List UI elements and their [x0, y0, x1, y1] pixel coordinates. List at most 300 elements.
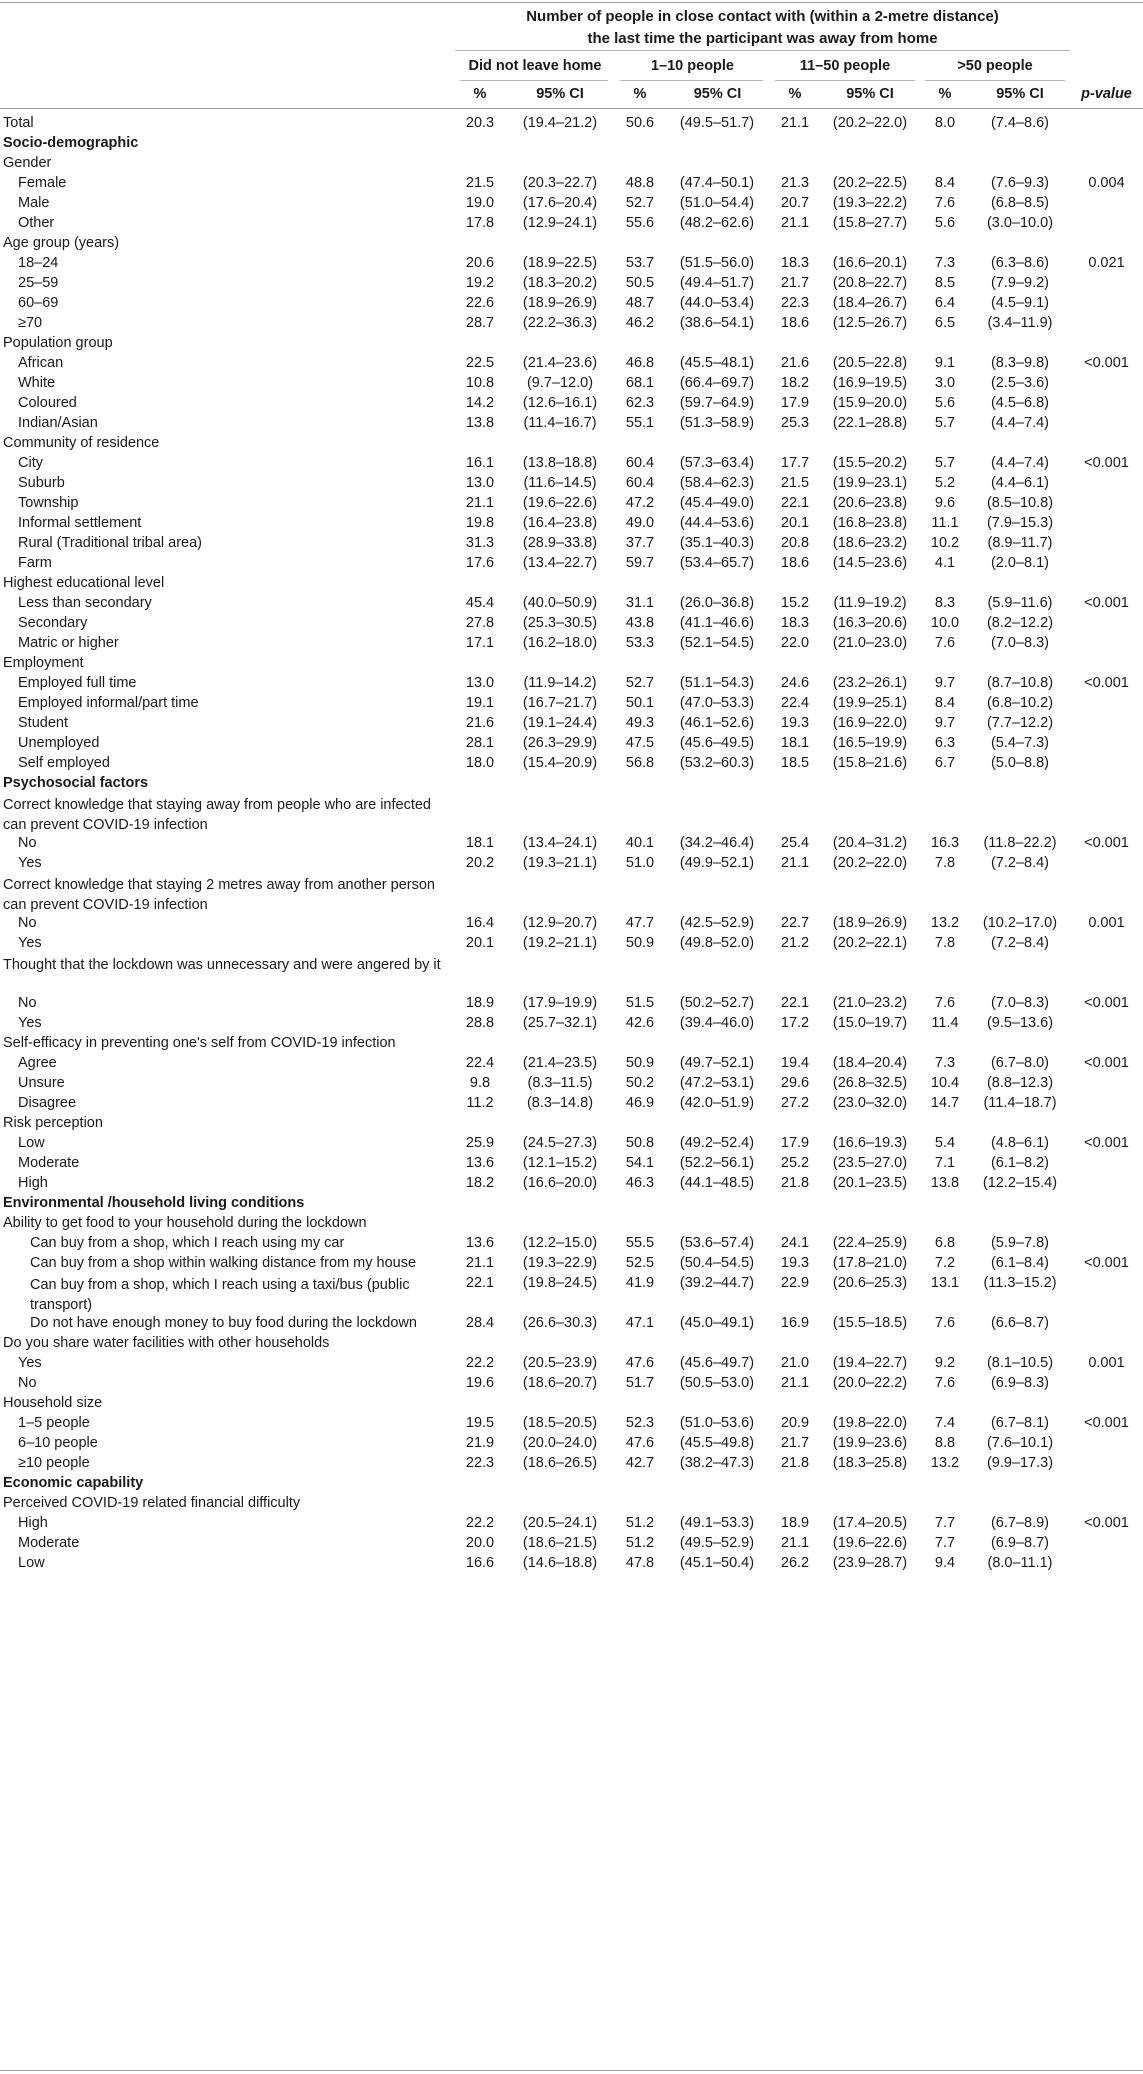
ci-cell: (18.6–21.5) [522, 1535, 598, 1551]
ci-cell: (26.3–29.9) [522, 735, 598, 751]
pct-cell: 27.2 [780, 1095, 810, 1111]
col-pvalue: p-value [1081, 86, 1132, 102]
ci-cell: (19.8–24.5) [522, 1275, 598, 1291]
pct-cell: 20.0 [465, 1535, 495, 1551]
variable-row [0, 1495, 1143, 1515]
header-span-rule [455, 50, 1070, 51]
table-row [0, 915, 1143, 935]
ci-cell: (14.6–18.8) [522, 1555, 598, 1571]
pct-cell: 51.2 [625, 1535, 655, 1551]
ci-cell: (45.0–49.1) [679, 1315, 755, 1331]
pct-cell: 50.1 [625, 695, 655, 711]
pct-cell: 6.7 [934, 755, 956, 771]
pct-cell: 19.1 [465, 695, 495, 711]
row-label: Other [18, 215, 55, 231]
pct-cell: 21.7 [780, 275, 810, 291]
variable-label: Thought that the lockdown was unnecessary and were angered by it [3, 957, 441, 973]
pct-cell: 20.6 [465, 255, 495, 271]
row-label: Male [18, 195, 50, 211]
pct-cell: 21.1 [780, 1535, 810, 1551]
group-rule-2 [620, 80, 763, 81]
pct-cell: 11.1 [931, 515, 959, 531]
pct-cell: 5.2 [934, 475, 956, 491]
variable-row [0, 435, 1143, 455]
pct-cell: 25.2 [780, 1155, 810, 1171]
table-row [0, 1275, 1143, 1315]
variable-label: Ability to get food to your household during the lockdown [3, 1215, 367, 1231]
row-label: Yes [18, 1355, 42, 1371]
table-row [0, 995, 1143, 1015]
pvalue-cell: <0.001 [1084, 1055, 1129, 1071]
pct-cell: 13.8 [465, 415, 495, 431]
pvalue-cell: <0.001 [1084, 1255, 1129, 1271]
table-row [0, 1415, 1143, 1435]
variable-row [0, 235, 1143, 255]
pct-cell: 8.4 [934, 175, 956, 191]
ci-cell: (17.8–21.0) [832, 1255, 908, 1271]
section-row [0, 135, 1143, 155]
pct-cell: 45.4 [465, 595, 495, 611]
pct-cell: 25.3 [780, 415, 810, 431]
pct-cell: 28.1 [465, 735, 495, 751]
pct-cell: 13.8 [930, 1175, 960, 1191]
col-ci-1: 95% CI [536, 86, 584, 102]
row-label: City [18, 455, 43, 471]
variable-row [0, 1035, 1143, 1055]
variable-row [0, 1335, 1143, 1355]
ci-cell: (52.2–56.1) [679, 1155, 755, 1171]
pct-cell: 3.0 [934, 375, 956, 391]
ci-cell: (58.4–62.3) [679, 475, 755, 491]
col-pct-2: % [633, 86, 647, 102]
pvalue-cell: 0.004 [1088, 175, 1125, 191]
pct-cell: 18.9 [780, 1515, 810, 1531]
pct-cell: 47.8 [625, 1555, 655, 1571]
table-row [0, 295, 1143, 315]
table-row [0, 835, 1143, 855]
pct-cell: 6.8 [934, 1235, 956, 1251]
ci-cell: (6.9–8.3) [990, 1375, 1050, 1391]
ci-cell: (59.7–64.9) [679, 395, 755, 411]
row-label: White [18, 375, 56, 391]
ci-cell: (23.0–32.0) [832, 1095, 908, 1111]
ci-cell: (7.6–10.1) [986, 1435, 1054, 1451]
ci-cell: (8.2–12.2) [986, 615, 1054, 631]
ci-cell: (5.0–8.8) [990, 755, 1050, 771]
pct-cell: 19.3 [780, 715, 810, 731]
pct-cell: 51.0 [625, 855, 655, 871]
ci-cell: (12.9–20.7) [522, 915, 598, 931]
pct-cell: 28.7 [465, 315, 495, 331]
pct-cell: 21.7 [780, 1435, 810, 1451]
ci-cell: (7.6–9.3) [990, 175, 1050, 191]
table-row [0, 355, 1143, 375]
table-row [0, 535, 1143, 555]
pct-cell: 6.5 [934, 315, 956, 331]
pct-cell: 5.7 [934, 415, 956, 431]
ci-cell: (12.2–15.4) [982, 1175, 1058, 1191]
pct-cell: 7.7 [934, 1535, 956, 1551]
pct-cell: 4.1 [934, 555, 956, 571]
ci-cell: (16.8–23.8) [832, 515, 908, 531]
ci-cell: (4.4–7.4) [990, 455, 1050, 471]
ci-cell: (18.9–26.9) [832, 915, 908, 931]
row-label: 6–10 people [18, 1435, 98, 1451]
pvalue-cell: <0.001 [1084, 675, 1129, 691]
pvalue-cell: 0.021 [1088, 255, 1125, 271]
ci-cell: (50.4–54.5) [679, 1255, 755, 1271]
pct-cell: 47.7 [625, 915, 655, 931]
pvalue-cell: <0.001 [1084, 995, 1129, 1011]
ci-cell: (16.3–20.6) [832, 615, 908, 631]
pct-cell: 20.1 [780, 515, 810, 531]
row-label: Township [18, 495, 79, 511]
table-row [0, 1455, 1143, 1475]
ci-cell: (20.5–22.8) [832, 355, 908, 371]
ci-cell: (11.6–14.5) [523, 475, 597, 491]
ci-cell: (25.3–30.5) [522, 615, 598, 631]
pct-cell: 18.9 [465, 995, 495, 1011]
ci-cell: (19.8–22.0) [832, 1415, 908, 1431]
pct-cell: 29.6 [780, 1075, 810, 1091]
pct-cell: 22.7 [780, 915, 810, 931]
pct-cell: 20.7 [780, 195, 810, 211]
pct-cell: 22.4 [465, 1055, 495, 1071]
table-row [0, 695, 1143, 715]
pct-cell: 8.5 [934, 275, 956, 291]
row-label: Can buy from a shop within walking distance from my house [30, 1255, 417, 1271]
variable-label: Household size [3, 1395, 103, 1411]
table-row [0, 455, 1143, 475]
ci-cell: (20.0–22.2) [832, 1375, 908, 1391]
ci-cell: (4.8–6.1) [990, 1135, 1050, 1151]
table-row [0, 1235, 1143, 1255]
pct-cell: 9.1 [934, 355, 956, 371]
pct-cell: 6.4 [934, 295, 956, 311]
ci-cell: (42.0–51.9) [679, 1095, 755, 1111]
ci-cell: (21.0–23.0) [832, 635, 908, 651]
ci-cell: (5.9–7.8) [990, 1235, 1050, 1251]
pct-cell: 17.1 [465, 635, 495, 651]
table-row [0, 595, 1143, 615]
ci-cell: (17.6–20.4) [522, 195, 598, 211]
row-label: Yes [18, 935, 42, 951]
pct-cell: 7.1 [934, 1155, 956, 1171]
pct-cell: 22.4 [780, 695, 810, 711]
ci-cell: (15.5–20.2) [832, 455, 908, 471]
pct-cell: 6.3 [934, 735, 956, 751]
ci-cell: (48.2–62.6) [679, 215, 755, 231]
variable-label: Age group (years) [3, 235, 120, 251]
ci-cell: (21.4–23.5) [522, 1055, 598, 1071]
pvalue-cell: <0.001 [1084, 1515, 1129, 1531]
pct-cell: 50.5 [625, 275, 655, 291]
pct-cell: 21.0 [780, 1355, 810, 1371]
variable-label: Correct knowledge that staying away from people who are infected can prevent COVID-19 infection [3, 797, 431, 833]
variable-row [0, 955, 1143, 995]
table-row [0, 1055, 1143, 1075]
row-label: Secondary [18, 615, 88, 631]
ci-cell: (8.9–11.7) [987, 535, 1053, 551]
table-top-rule [0, 2, 1143, 3]
pct-cell: 47.6 [625, 1435, 655, 1451]
ci-cell: (14.5–23.6) [832, 555, 908, 571]
section-label: Socio-demographic [3, 135, 139, 151]
pct-cell: 16.9 [780, 1315, 810, 1331]
pct-cell: 21.2 [780, 935, 810, 951]
variable-row [0, 1115, 1143, 1135]
pct-cell: 24.1 [780, 1235, 810, 1251]
pct-cell: 8.8 [934, 1435, 956, 1451]
pct-cell: 55.1 [625, 415, 655, 431]
table-row [0, 415, 1143, 435]
ci-cell: (49.8–52.0) [679, 935, 755, 951]
pct-cell: 21.9 [465, 1435, 495, 1451]
ci-cell: (6.7–8.1) [990, 1415, 1050, 1431]
pct-cell: 19.6 [465, 1375, 495, 1391]
table-row [0, 395, 1143, 415]
table-bottom-rule [0, 2070, 1143, 2071]
ci-cell: (46.1–52.6) [679, 715, 755, 731]
pct-cell: 22.2 [465, 1515, 495, 1531]
ci-cell: (15.8–27.7) [832, 215, 908, 231]
row-label: Matric or higher [18, 635, 119, 651]
pct-cell: 22.1 [780, 995, 810, 1011]
row-label: High [18, 1175, 48, 1191]
row-label: High [18, 1515, 48, 1531]
pct-cell: 16.3 [930, 835, 960, 851]
pct-cell: 7.8 [934, 935, 956, 951]
pct-cell: 11.4 [931, 1015, 959, 1031]
ci-cell: (5.4–7.3) [990, 735, 1050, 751]
pct-cell: 20.8 [780, 535, 810, 551]
pct-cell: 50.8 [625, 1135, 655, 1151]
ci-cell: (45.6–49.5) [679, 735, 755, 751]
row-label: No [18, 1375, 37, 1391]
pct-cell: 21.8 [780, 1455, 810, 1471]
pct-cell: 40.1 [625, 835, 655, 851]
ci-cell: (15.5–18.5) [832, 1315, 908, 1331]
pvalue-cell: <0.001 [1084, 1135, 1129, 1151]
col-group-over-50: >50 people [957, 58, 1033, 74]
table-row [0, 615, 1143, 635]
ci-cell: (19.6–22.6) [832, 1535, 908, 1551]
ci-cell: (5.9–11.6) [987, 595, 1053, 611]
ci-cell: (20.6–25.3) [832, 1275, 908, 1291]
table-row [0, 475, 1143, 495]
table-row [0, 1095, 1143, 1115]
pct-cell: 60.4 [625, 455, 655, 471]
variable-label: Employment [3, 655, 84, 671]
pct-cell: 56.8 [625, 755, 655, 771]
table-row [0, 675, 1143, 695]
ci-cell: (42.5–52.9) [679, 915, 755, 931]
pct-cell: 52.5 [625, 1255, 655, 1271]
variable-row [0, 1215, 1143, 1235]
row-label: No [18, 995, 37, 1011]
ci-cell: (19.3–21.1) [522, 855, 598, 871]
section-label: Environmental /household living conditions [3, 1195, 305, 1211]
pct-cell: 21.6 [780, 355, 810, 371]
ci-cell: (38.2–47.3) [679, 1455, 755, 1471]
ci-cell: (13.4–24.1) [522, 835, 598, 851]
pvalue-cell: <0.001 [1084, 455, 1129, 471]
table-row [0, 555, 1143, 575]
variable-row [0, 1395, 1143, 1415]
ci-cell: (19.9–25.1) [832, 695, 908, 711]
ci-cell: (16.6–20.0) [522, 1175, 598, 1191]
pct-cell: 22.2 [465, 1355, 495, 1371]
row-label: Low [18, 1555, 45, 1571]
ci-cell: (8.7–10.8) [986, 675, 1054, 691]
ci-cell: (18.5–20.5) [522, 1415, 598, 1431]
ci-cell: (39.4–46.0) [679, 1015, 755, 1031]
pct-cell: 22.5 [465, 355, 495, 371]
pct-cell: 46.8 [625, 355, 655, 371]
ci-cell: (12.2–15.0) [522, 1235, 598, 1251]
pct-cell: 42.7 [625, 1455, 655, 1471]
pct-cell: 21.1 [780, 1375, 810, 1391]
variable-row [0, 155, 1143, 175]
ci-cell: (3.0–10.0) [986, 215, 1054, 231]
ci-cell: (11.4–16.7) [523, 415, 597, 431]
ci-cell: (51.1–54.3) [679, 675, 755, 691]
row-label: No [18, 915, 37, 931]
pct-cell: 18.1 [780, 735, 810, 751]
pct-cell: 55.5 [625, 1235, 655, 1251]
ci-cell: (11.8–22.2) [983, 835, 1057, 851]
pvalue-cell: <0.001 [1084, 835, 1129, 851]
pct-cell: 60.4 [625, 475, 655, 491]
pct-cell: 41.9 [625, 1275, 655, 1291]
variable-label: Do you share water facilities with other households [3, 1335, 330, 1351]
pct-cell: 18.2 [780, 375, 810, 391]
table-row [0, 755, 1143, 775]
pct-cell: 43.8 [625, 615, 655, 631]
row-label: Unsure [18, 1075, 65, 1091]
pct-cell: 18.2 [465, 1175, 495, 1191]
pct-cell: 10.2 [930, 535, 960, 551]
ci-cell: (45.5–48.1) [679, 355, 755, 371]
pct-cell: 55.6 [625, 215, 655, 231]
pct-cell: 49.3 [625, 715, 655, 731]
pct-cell: 9.4 [934, 1555, 956, 1571]
row-label: Yes [18, 855, 42, 871]
pct-cell: 28.4 [465, 1315, 495, 1331]
header-span-title-line1: Number of people in close contact with (within a 2-metre distance) [526, 8, 999, 25]
ci-cell: (4.4–6.1) [990, 475, 1050, 491]
ci-cell: (53.6–57.4) [679, 1235, 755, 1251]
row-label: Moderate [18, 1535, 80, 1551]
pct-cell: 21.1 [780, 115, 810, 131]
table-row [0, 1515, 1143, 1535]
variable-label: Self-efficacy in preventing one's self from COVID-19 infection [3, 1035, 396, 1051]
group-rule-3 [775, 80, 915, 81]
pct-cell: 50.2 [625, 1075, 655, 1091]
table-row [0, 1075, 1143, 1095]
ci-cell: (20.2–22.5) [832, 175, 908, 191]
ci-cell: (8.3–14.8) [526, 1095, 594, 1111]
ci-cell: (47.0–53.3) [679, 695, 755, 711]
pct-cell: 9.7 [934, 715, 956, 731]
pct-cell: 14.7 [930, 1095, 960, 1111]
pct-cell: 17.9 [780, 395, 810, 411]
row-label: ≥70 [18, 315, 43, 331]
ci-cell: (7.9–15.3) [986, 515, 1054, 531]
ci-cell: (13.8–18.8) [522, 455, 598, 471]
pct-cell: 9.8 [469, 1075, 491, 1091]
ci-cell: (17.9–19.9) [522, 995, 598, 1011]
pvalue-cell: <0.001 [1084, 1415, 1129, 1431]
table-row [0, 1555, 1143, 1575]
variable-label: Perceived COVID-19 related financial difficulty [3, 1495, 301, 1511]
pct-cell: 42.6 [625, 1015, 655, 1031]
variable-label: Population group [3, 335, 113, 351]
ci-cell: (13.4–22.7) [522, 555, 598, 571]
pct-cell: 9.6 [934, 495, 956, 511]
variable-row [0, 795, 1143, 835]
pct-cell: 25.4 [780, 835, 810, 851]
pct-cell: 19.0 [465, 195, 495, 211]
pct-cell: 5.6 [934, 395, 956, 411]
pct-cell: 47.2 [625, 495, 655, 511]
row-label: 25–59 [18, 275, 59, 291]
pct-cell: 21.8 [780, 1175, 810, 1191]
ci-cell: (18.4–20.4) [832, 1055, 908, 1071]
ci-cell: (18.6–26.5) [522, 1455, 598, 1471]
pct-cell: 7.6 [934, 195, 956, 211]
row-label: Self employed [18, 755, 110, 771]
ci-cell: (7.9–9.2) [990, 275, 1050, 291]
ci-cell: (50.5–53.0) [679, 1375, 755, 1391]
ci-cell: (20.2–22.1) [832, 935, 908, 951]
ci-cell: (7.0–8.3) [990, 995, 1050, 1011]
section-row [0, 1195, 1143, 1215]
pct-cell: 5.6 [934, 215, 956, 231]
ci-cell: (18.4–26.7) [832, 295, 908, 311]
ci-cell: (11.9–14.2) [523, 675, 597, 691]
pct-cell: 9.2 [934, 1355, 956, 1371]
pct-cell: 49.0 [625, 515, 655, 531]
ci-cell: (34.2–46.4) [679, 835, 755, 851]
row-label: Disagree [18, 1095, 77, 1111]
ci-cell: (15.8–21.6) [832, 755, 908, 771]
table-row [0, 195, 1143, 215]
pct-cell: 17.8 [465, 215, 495, 231]
pct-cell: 22.3 [465, 1455, 495, 1471]
pct-cell: 13.2 [930, 915, 960, 931]
pct-cell: 62.3 [625, 395, 655, 411]
ci-cell: (12.1–15.2) [522, 1155, 598, 1171]
ci-cell: (66.4–69.7) [679, 375, 755, 391]
pct-cell: 37.7 [625, 535, 655, 551]
ci-cell: (26.8–32.5) [832, 1075, 908, 1091]
table-row [0, 515, 1143, 535]
section-label: Economic capability [3, 1475, 144, 1491]
ci-cell: (4.4–7.4) [990, 415, 1050, 431]
col-group-1-10: 1–10 people [650, 58, 734, 74]
pct-cell: 16.1 [465, 455, 495, 471]
pct-cell: 7.4 [934, 1415, 956, 1431]
table-row [0, 935, 1143, 955]
ci-cell: (18.6–20.7) [522, 1375, 598, 1391]
pct-cell: 18.6 [780, 315, 810, 331]
header-span-title-line2: the last time the participant was away from home [587, 30, 938, 47]
pct-cell: 51.5 [625, 995, 655, 1011]
row-label: Student [18, 715, 68, 731]
ci-cell: (49.1–53.3) [679, 1515, 755, 1531]
table-row [0, 275, 1143, 295]
